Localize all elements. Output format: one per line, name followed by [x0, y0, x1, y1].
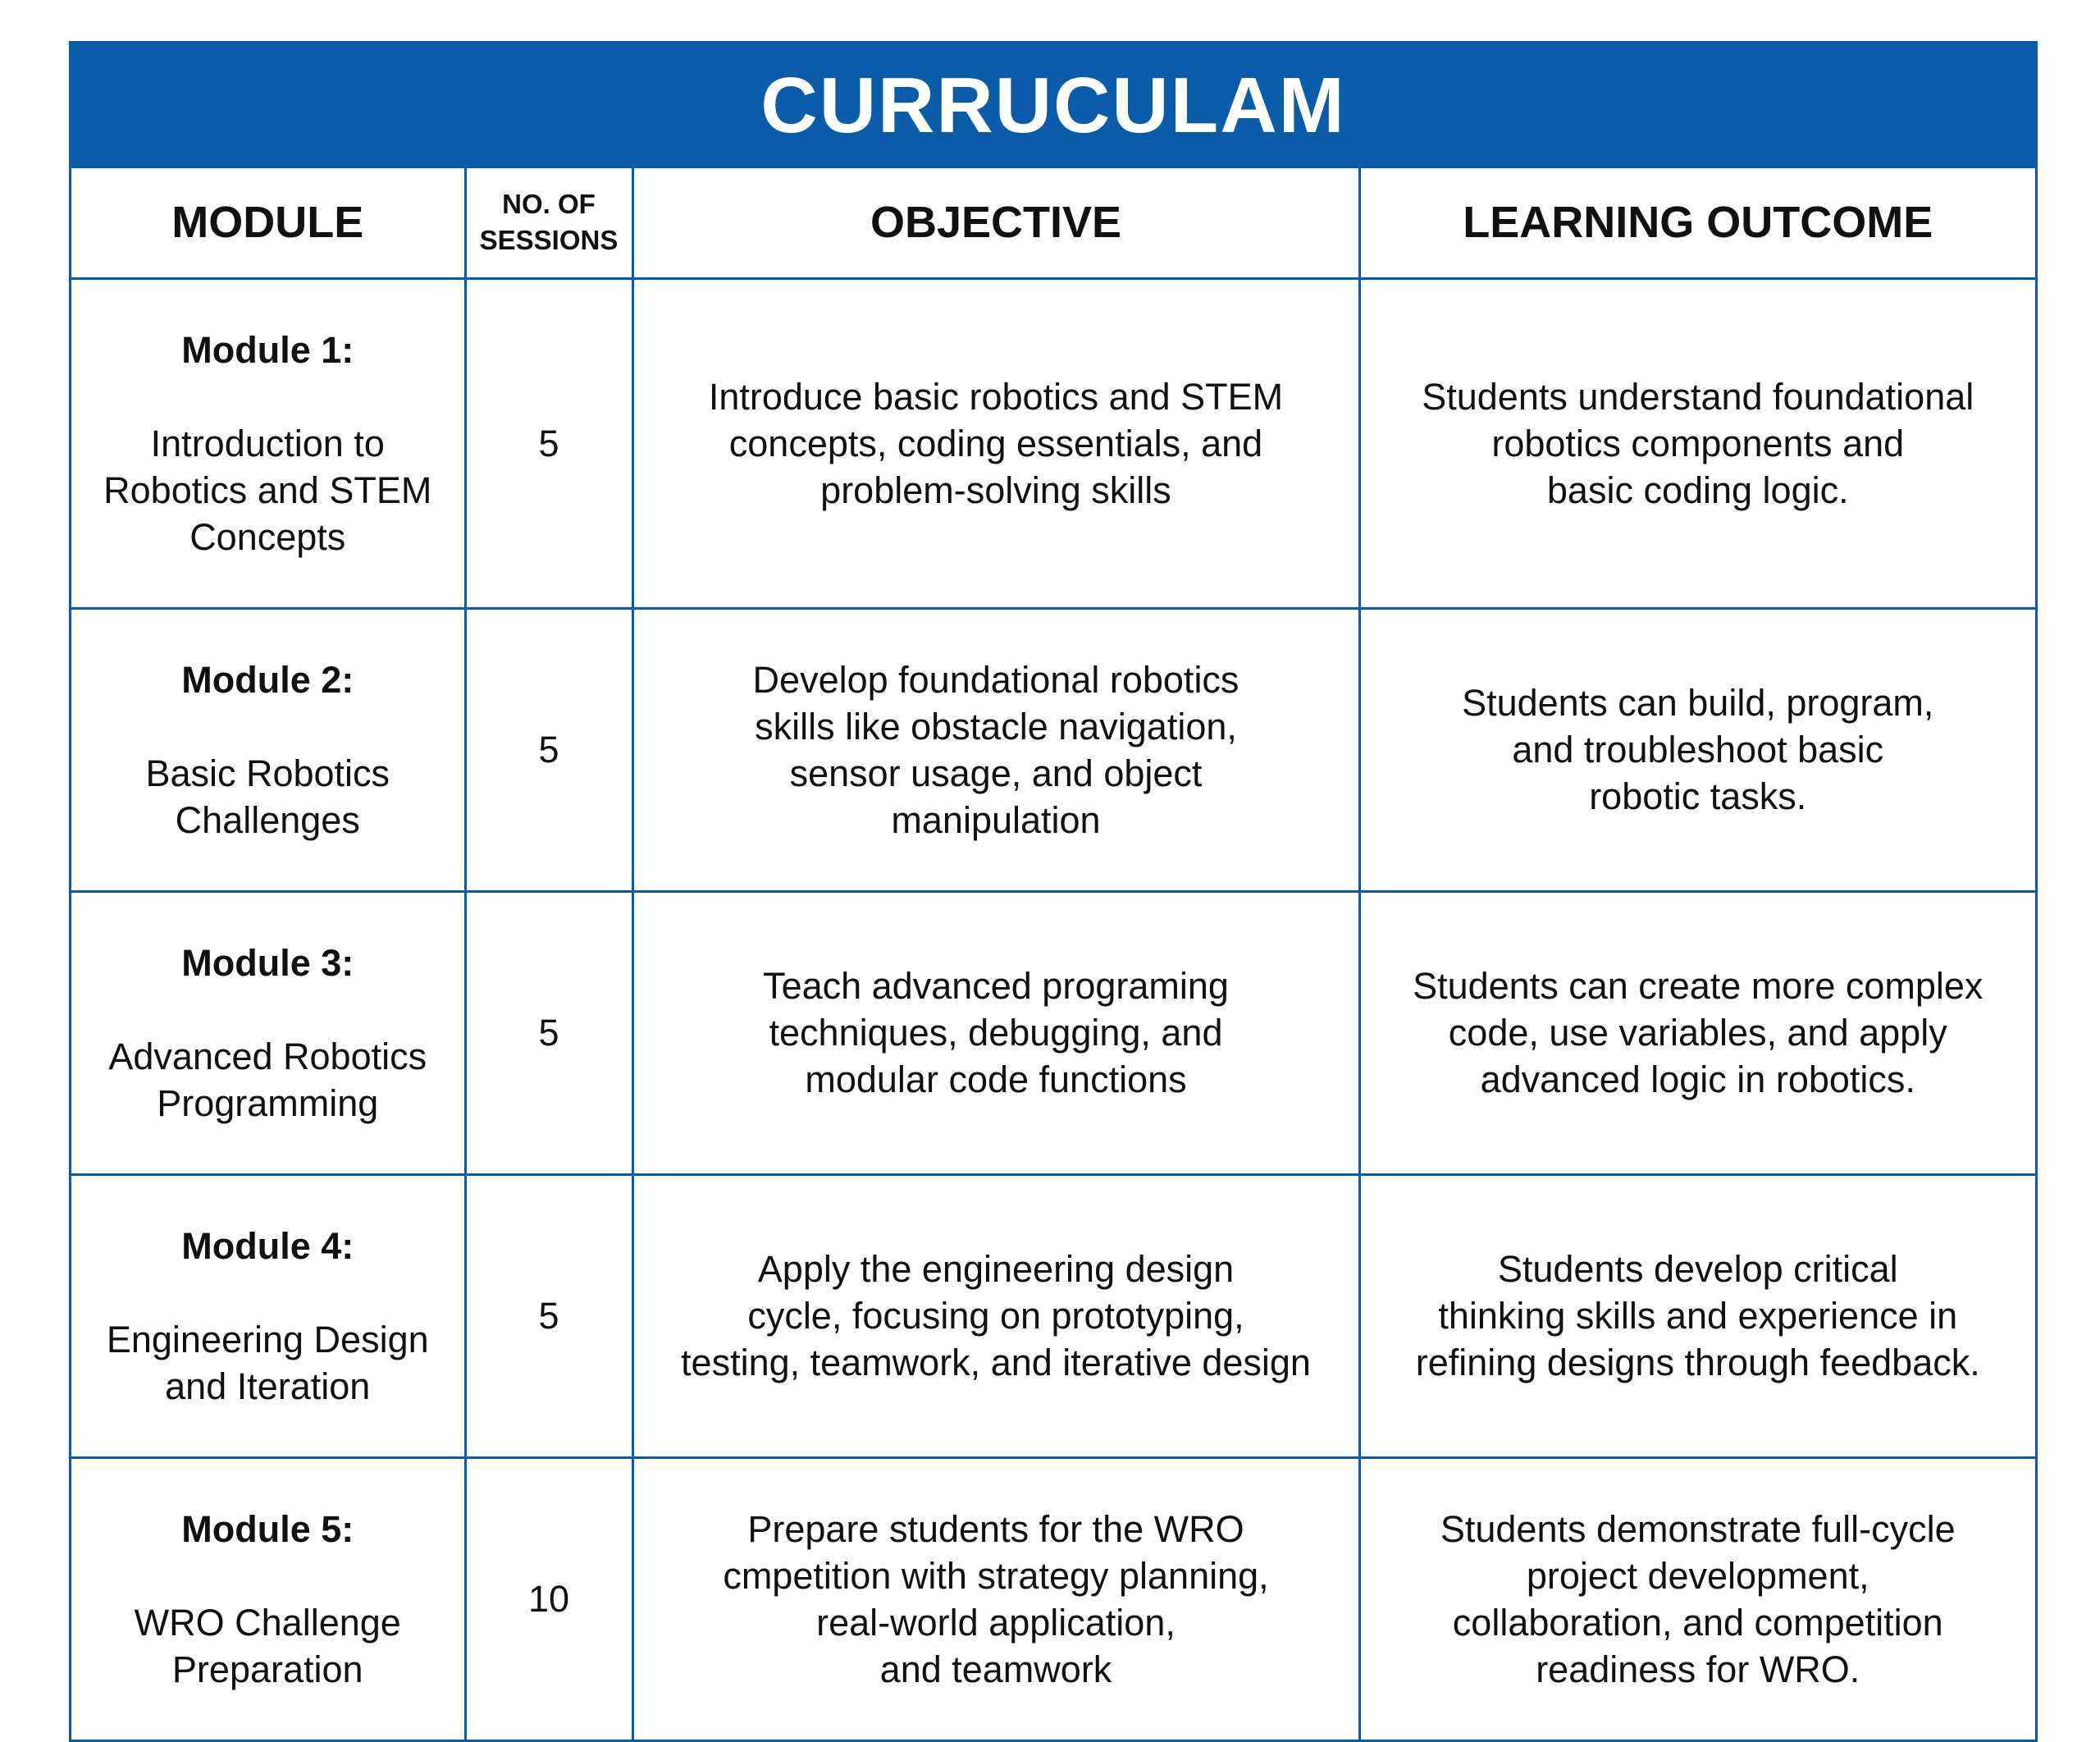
module-name: WRO Challenge Preparation: [134, 1601, 401, 1690]
column-header-sessions: NO. OF SESSIONS: [465, 168, 632, 278]
curriculum-table-card: [69, 41, 2038, 1742]
outcome-cell: Students can build, program, and troubleshoot basic robotic tasks.: [1359, 608, 2035, 891]
table-row: [71, 1457, 2035, 1740]
module-title: Module 5:: [181, 1507, 354, 1550]
outcome-cell: Students develop critical thinking skills and experience in refining designs through feedback.: [1359, 1174, 2035, 1457]
column-header-outcome: LEARNING OUTCOME: [1359, 168, 2035, 278]
table-row: [71, 1174, 2035, 1457]
column-header-objective: OBJECTIVE: [632, 168, 1359, 278]
outcome-cell: Students demonstrate full-cycle project development, collaboration, and competition readiness for WRO.: [1359, 1457, 2035, 1740]
outcome-cell: Students understand foundational robotics components and basic coding logic.: [1359, 278, 2035, 608]
module-title: Module 3:: [181, 941, 354, 984]
objective-cell: Prepare students for the WRO cmpetition with strategy planning, real-world application, and teamwork: [632, 1457, 1359, 1740]
module-cell: [71, 1174, 465, 1457]
sessions-cell: 5: [465, 278, 632, 608]
table-row: [71, 891, 2035, 1174]
column-header-module: MODULE: [71, 168, 465, 278]
module-cell: [71, 278, 465, 608]
module-name: Advanced Robotics Programming: [108, 1035, 427, 1124]
outcome-cell: Students can create more complex code, use variables, and apply advanced logic in robotics.: [1359, 891, 2035, 1174]
sessions-cell: 5: [465, 608, 632, 891]
sessions-cell: 10: [465, 1457, 632, 1740]
header-row: [71, 168, 2035, 278]
module-name: Engineering Design and Iteration: [106, 1318, 429, 1407]
module-title: Module 1:: [181, 328, 354, 371]
module-title: Module 4:: [181, 1224, 354, 1267]
module-name: Introduction to Robotics and STEM Concepts: [103, 422, 432, 558]
module-title: Module 2:: [181, 658, 354, 701]
objective-cell: Introduce basic robotics and STEM concepts, coding essentials, and problem-solving skills: [632, 278, 1359, 608]
table-body: [71, 278, 2035, 1740]
table-row: [71, 278, 2035, 608]
page-title: CURRUCULAM: [760, 62, 1346, 149]
objective-cell: Develop foundational robotics skills like obstacle navigation, sensor usage, and object manipulation: [632, 608, 1359, 891]
module-cell: [71, 608, 465, 891]
sessions-cell: 5: [465, 1174, 632, 1457]
module-cell: [71, 1457, 465, 1740]
curriculum-table: [71, 168, 2035, 1740]
objective-cell: Teach advanced programing techniques, debugging, and modular code functions: [632, 891, 1359, 1174]
title-banner: [71, 43, 2035, 168]
module-name: Basic Robotics Challenges: [145, 752, 390, 841]
table-row: [71, 608, 2035, 891]
objective-cell: Apply the engineering design cycle, focusing on prototyping, testing, teamwork, and iterative design: [632, 1174, 1359, 1457]
module-cell: [71, 891, 465, 1174]
sessions-cell: 5: [465, 891, 632, 1174]
